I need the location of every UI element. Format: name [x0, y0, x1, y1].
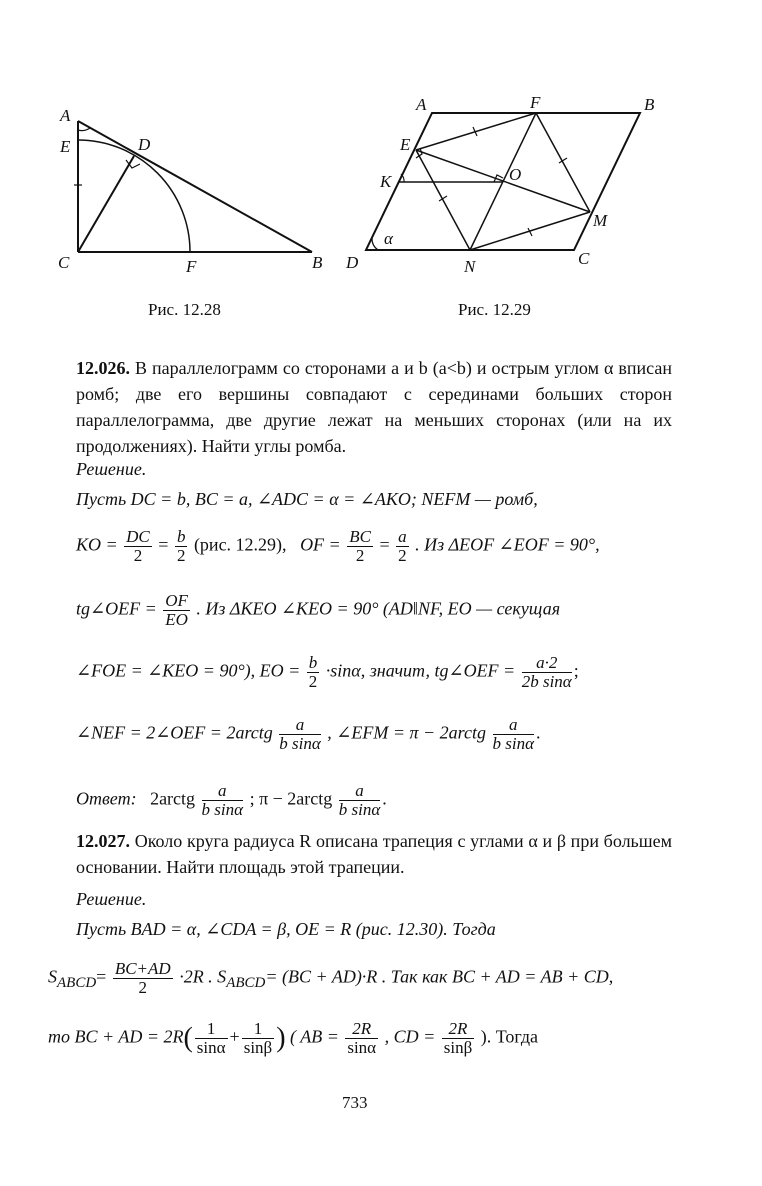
- fraction: $\frac{a}{\text{b sinα}}$: [492, 715, 535, 753]
- solution-line-5: ∠NEF = 2∠OEF = 2arctg $\frac{a}{\text{b sinα}}$ , ∠EFM = π − 2arctg $\frac{a}{\text{b sinα}}$ .: [76, 715, 541, 753]
- page-number: 733: [342, 1093, 368, 1112]
- solution-line-1: Пусть BAD = α, ∠CDA = β, OE = R (рис. 12.30). Тогда: [76, 919, 496, 939]
- solution-line-3: то BC + AD = 2R( $\frac{1}{\sin\alpha}$ + $\frac{1}{\sin\beta}$ ) ( AB = $\frac{2R}{\sin\alpha}$ , CD = $\frac{2R}{\sin\beta}$ ). Тогда: [48, 1019, 539, 1057]
- fig2-label-M: M: [593, 211, 608, 230]
- fig2-label-A: A: [416, 95, 427, 114]
- fraction: $\frac{a}{\text{b sinα}}$: [201, 781, 244, 819]
- fraction: $\frac{a}{\text{b sinα}}$: [279, 715, 321, 753]
- fig1-label-C: C: [58, 253, 70, 272]
- fraction: $\frac{a}{2}$: [398, 527, 407, 565]
- fig1-label-E: E: [60, 137, 71, 156]
- problem-12-026-statement: [76, 355, 672, 459]
- fig1-label-F: F: [186, 257, 197, 276]
- fraction: $\frac{1}{\sin\beta}$: [243, 1019, 273, 1057]
- fraction: $\frac{2R}{\sin\alpha}$: [347, 1019, 377, 1057]
- problem-number: 12.027.: [76, 831, 130, 851]
- solution-label: Решение.: [76, 889, 147, 909]
- fig2-label-alpha: α: [384, 229, 393, 248]
- fraction: $\frac{a}{\text{b sinα}}$: [338, 781, 381, 819]
- fig2-caption: Рис. 12.29: [458, 300, 531, 319]
- fig2-label-B: B: [644, 95, 655, 114]
- fraction: $\frac{b}{2}$: [176, 527, 186, 565]
- fig1-caption: Рис. 12.28: [148, 300, 221, 319]
- fraction: $\frac{a\cdot 2}{\text{2b sinα}}$: [521, 653, 572, 691]
- solution-line-4: ∠FOE = ∠KEO = 90°), EO = $\frac{b}{2}$ ·sinα, значит, tg∠OEF = $\frac{a\cdot 2}{\text{2b sinα}}$ ;: [76, 653, 579, 691]
- fig2-label-E: E: [400, 135, 411, 154]
- answer-label: Ответ:: [76, 788, 137, 809]
- fig2-label-K: K: [380, 172, 392, 191]
- fig2-label-D: D: [346, 253, 359, 272]
- solution-line-2: $S_{ABCD}=$ $\frac{BC+AD}{2}$ ·2R . $S_{ABCD}= (BC + AD)\cdot R$ . Так как BC + AD = AB + CD,: [48, 959, 614, 997]
- problem-12-027-statement: [76, 828, 672, 880]
- fig2-label-C: C: [578, 249, 590, 268]
- problem-number: 12.026.: [76, 358, 130, 378]
- fraction: $\frac{1}{\sin\alpha}$: [196, 1019, 226, 1057]
- fraction: $\frac{b}{2}$: [308, 653, 318, 691]
- fig1-label-D: D: [138, 135, 151, 154]
- solution-line-3: tg∠OEF = $\frac{OF}{EO}$ . Из ΔKEO ∠KEO = 90° (AD‖NF, EO — секущая: [76, 591, 561, 629]
- figure-12-29: [0, 0, 762, 300]
- fig2-label-F: F: [530, 93, 541, 112]
- answer-line: Ответ: 2arctg $\frac{a}{\text{b sinα}}$ ; π − 2arctg $\frac{a}{\text{b sinα}}$ .: [76, 781, 387, 819]
- problem-text: В параллелограмм со сторонами a и b (a<b) и острым углом α вписан ромб; две его вершины совпадают с серединами больших сторон параллелограмма, две другие лежат на меньших сторонах (или на их продолжениях). Найти углы ромба.: [76, 358, 672, 456]
- fraction: $\frac{OF}{EO}$: [165, 591, 188, 629]
- fig2-label-N: N: [464, 257, 476, 276]
- solution-line-1: Пусть DC = b, BC = a, ∠ADC = α = ∠AKO; NEFM — ромб,: [76, 489, 538, 509]
- fig1-label-B: B: [312, 253, 323, 272]
- fig1-label-A: A: [60, 106, 71, 125]
- fraction: $\frac{DC}{2}$: [126, 527, 150, 565]
- fraction: $\frac{2R}{\sin\beta}$: [443, 1019, 473, 1057]
- fraction: $\frac{BC}{2}$: [349, 527, 371, 565]
- solution-label: Решение.: [76, 459, 147, 479]
- solution-line-2: KO = $\frac{DC}{2}$ = $\frac{b}{2}$ (рис. 12.29), OF = $\frac{BC}{2}$ = $\frac{a}{2}$ . Из ΔEOF ∠EOF = 90°,: [76, 527, 600, 565]
- problem-text: Около круга радиуса R описана трапеция с углами α и β при большем основании. Найти площадь этой трапеции.: [76, 831, 673, 877]
- fraction: $\frac{BC+AD}{2}$: [114, 959, 171, 997]
- fig2-label-O: O: [509, 165, 522, 184]
